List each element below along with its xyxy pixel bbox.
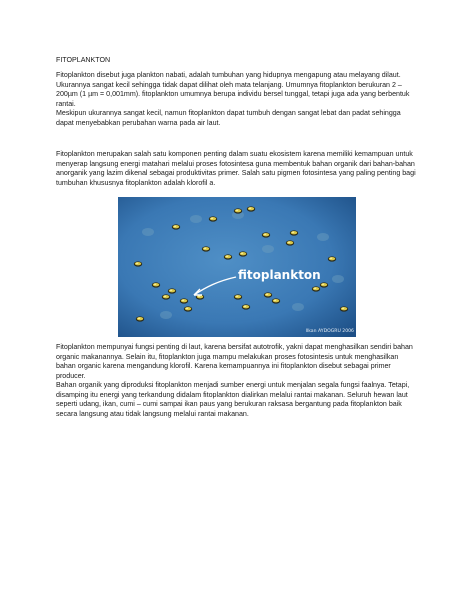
paragraph-definition: Fitoplankton disebut juga plankton nabati, adalah tumbuhan yang hidupnya mengapung atau melayang dilaut. Ukurannya sangat kecil sehingga tidak dapat dilihat oleh mata telanjang. Umumnya fitoplankton berukuran 2 – 200µm (1 µm = 0,001mm). fitoplankton umumnya berupa individu bersel tunggal, tetapi juga ada yang berbentuk rantai. Meskipun ukurannya sangat kecil, namun fitoplankton dapat tumbuh dengan sangat lebat dan padat sehingga dapat menyebabkan perubahan warna pada air laut. [56,71,410,127]
document-title: FITOPLANKTON [56,56,111,64]
paragraph-function: Fitoplankton mempunyai fungsi penting di laut, karena bersifat autotrofik, yakni dapat menghasilkan sendiri bahan organic makanannya. Selain itu, fitoplankton juga mampu melakukan proses fotosintesis untuk menghasilkan bahan organic karena mengandung klorofil. Karena kemampuannya ini fitoplankton disebut sebagai primer producer. Bahan organik yang diproduksi fitoplankton menjadi sumber energi untuk menjalan segala fungsi faalnya. Tetapi, disamping itu energi yang terkandung didalam fitoplankton dialirkan melalui rantai makanan. Seluruh hewan laut seperti udang, ikan, cumi – cumi sampai ikan paus yang berukuran raksasa bergantung pada fitoplankton baik secara langsung atau tidak langsung melalui rantai makanan. [56,343,413,418]
paragraph-ecosystem-role: Fitoplankton merupakan salah satu komponen penting dalam suatu ekosistem karena memiliki kemampuan untuk menyerap langsung energi matahari melalui proses fotosintesa guna membentuk bahan organik dari bahan-bahan anorganik yang lazim dikenal sebagai produktivitas primer. Salah satu pigmen fotosintesa yang paling penting bagi tumbuhan khususnya fitoplankton adalah klorofil a. [56,150,416,187]
phytoplankton-photo [118,197,356,337]
figure-credit: Ilkan AYDOGRU 2006 [305,329,354,334]
figure-label: fitoplankton [238,268,321,282]
